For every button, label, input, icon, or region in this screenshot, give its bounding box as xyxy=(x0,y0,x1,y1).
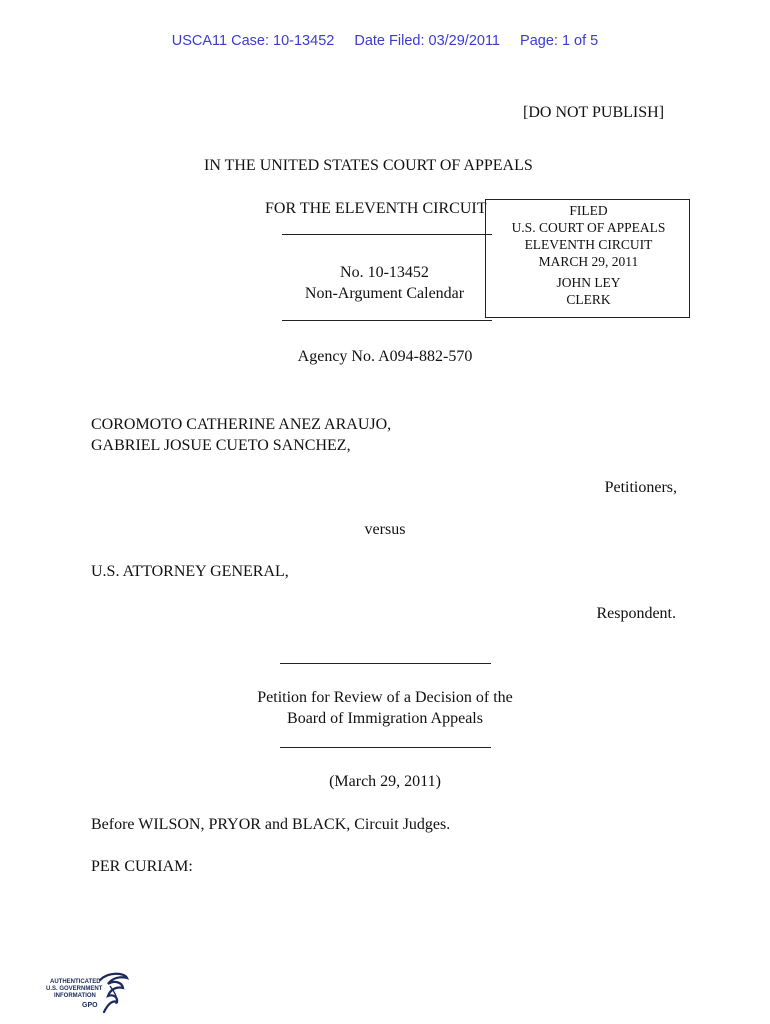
header-case-number: USCA11 Case: 10-13452 xyxy=(171,33,335,49)
header-date-filed: Date Filed: 03/29/2011 xyxy=(354,33,500,49)
filed-clerk-name: JOHN LEY xyxy=(556,275,621,290)
petitioners-label: Petitioners, xyxy=(604,479,677,496)
petitioner-name-1: COROMOTO CATHERINE ANEZ ARAUJO, xyxy=(91,416,392,433)
seal-line-1: AUTHENTICATED xyxy=(50,979,101,985)
seal-line-3: INFORMATION xyxy=(54,993,96,999)
respondent-name: U.S. ATTORNEY GENERAL, xyxy=(91,563,289,580)
petition-top-rule xyxy=(280,663,491,664)
petition-bottom-rule xyxy=(280,747,491,748)
versus-text: versus xyxy=(364,521,406,538)
filed-court: U.S. COURT OF APPEALS xyxy=(511,220,666,235)
bottom-rule xyxy=(282,320,492,321)
petition-line-2: Board of Immigration Appeals xyxy=(287,710,483,727)
agency-number: Agency No. A094-882-570 xyxy=(297,348,473,365)
publish-notice: [DO NOT PUBLISH] xyxy=(523,104,665,121)
seal-line-4: GPO xyxy=(82,1002,98,1009)
per-curiam-heading: PER CURIAM: xyxy=(91,858,193,875)
top-rule xyxy=(282,234,492,235)
calendar-type: Non-Argument Calendar xyxy=(304,285,465,302)
panel-judges: Before WILSON, PRYOR and BLACK, Circuit Judges. xyxy=(91,816,451,833)
court-name: IN THE UNITED STATES COURT OF APPEALS xyxy=(204,157,533,174)
filed-circuit: ELEVENTH CIRCUIT xyxy=(524,237,653,252)
document-header xyxy=(0,33,770,49)
filed-stamp-box xyxy=(485,199,690,318)
case-number: No. 10-13452 xyxy=(340,264,429,281)
respondent-label: Respondent. xyxy=(596,605,676,622)
gpo-authentication-seal xyxy=(44,970,134,1018)
filed-clerk-title: CLERK xyxy=(566,292,611,307)
petitioner-name-2: GABRIEL JOSUE CUETO SANCHEZ, xyxy=(91,437,351,454)
circuit-name: FOR THE ELEVENTH CIRCUIT xyxy=(265,200,487,217)
filed-label: FILED xyxy=(569,203,608,218)
petition-line-1: Petition for Review of a Decision of the xyxy=(257,689,513,706)
decision-date: (March 29, 2011) xyxy=(329,773,441,790)
header-page-count: Page: 1 of 5 xyxy=(520,33,599,49)
seal-line-2: U.S. GOVERNMENT xyxy=(46,986,103,992)
eagle-icon xyxy=(96,970,130,1018)
filed-date: MARCH 29, 2011 xyxy=(538,254,639,269)
